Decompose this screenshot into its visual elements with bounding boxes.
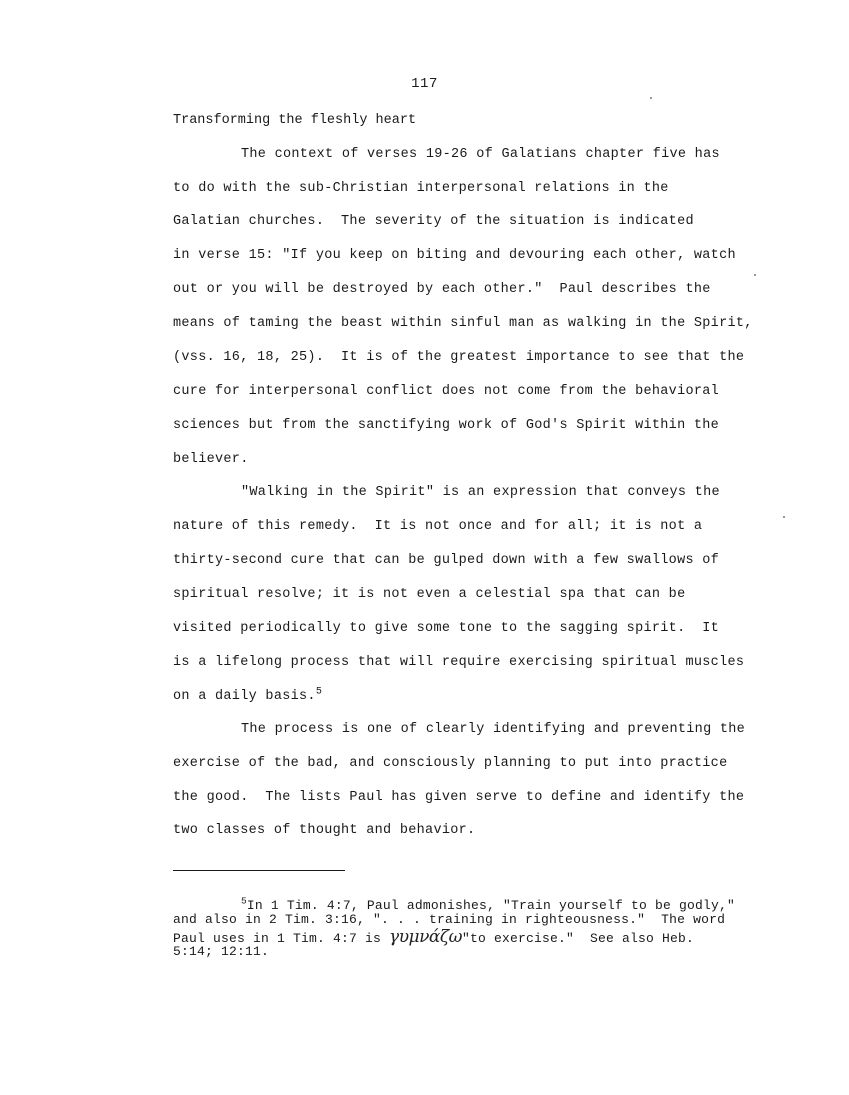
- scan-speck: [754, 274, 756, 276]
- footnote-line: 5:14; 12:11.: [173, 944, 270, 959]
- paragraph-line: cure for interpersonal conflict does not come from the behavioral: [173, 384, 720, 399]
- paragraph-line: sciences but from the sanctifying work of God's Spirit within the: [173, 418, 720, 433]
- paragraph-line: exercise of the bad, and consciously planning to put into practice: [173, 756, 728, 771]
- footnote-line-text: Paul uses in 1 Tim. 4:7 is: [173, 931, 390, 946]
- paragraph-line: two classes of thought and behavior.: [173, 823, 476, 838]
- paragraph-line: the good. The lists Paul has given serve to define and identify the: [173, 790, 745, 805]
- paragraph-line: (vss. 16, 18, 25). It is of the greatest importance to see that the: [173, 350, 745, 365]
- footnote-line: and also in 2 Tim. 3:16, ". . . training in righteousness." The word: [173, 912, 726, 927]
- footnote-line-text: In 1 Tim. 4:7, Paul admonishes, "Train yourself to be godly,": [246, 898, 735, 913]
- paragraph-line: The process is one of clearly identifying and preventing the: [241, 722, 746, 737]
- footnote-marker: 5: [241, 895, 247, 907]
- scan-speck: [783, 516, 785, 518]
- paragraph-line-text: on a daily basis.: [173, 689, 316, 704]
- paragraph-line: "Walking in the Spirit" is an expression that conveys the: [241, 485, 720, 500]
- greek-handwritten-word: γυμνάζω: [389, 927, 462, 947]
- paragraph-line: is a lifelong process that will require exercising spiritual muscles: [173, 655, 745, 670]
- footnote-reference: 5: [315, 686, 323, 698]
- section-title: Transforming the fleshly heart: [173, 113, 417, 128]
- footnote-line: [241, 895, 735, 913]
- paragraph-line: out or you will be destroyed by each other." Paul describes the: [173, 282, 711, 297]
- paragraph-line: [173, 686, 323, 704]
- paragraph-line: thirty-second cure that can be gulped down with a few swallows of: [173, 553, 720, 568]
- paragraph-line: in verse 15: "If you keep on biting and devouring each other, watch: [173, 248, 736, 263]
- footnote-divider: [173, 870, 345, 871]
- paragraph-line: The context of verses 19-26 of Galatians chapter five has: [241, 147, 720, 162]
- paragraph-line: nature of this remedy. It is not once and for all; it is not a: [173, 519, 703, 534]
- scan-speck: [650, 97, 652, 99]
- paragraph-line: spiritual resolve; it is not even a celestial spa that can be: [173, 587, 686, 602]
- paragraph-line: means of taming the beast within sinful man as walking in the Spirit,: [173, 316, 753, 331]
- paragraph-line: visited periodically to give some tone to the sagging spirit. It: [173, 621, 720, 636]
- page-number: 117: [411, 76, 438, 92]
- paragraph-line: Galatian churches. The severity of the situation is indicated: [173, 214, 694, 229]
- paragraph-line: to do with the sub-Christian interpersonal relations in the: [173, 181, 669, 196]
- footnote-line-text: "to exercise." See also Heb.: [461, 931, 695, 946]
- paragraph-line: believer.: [173, 452, 249, 467]
